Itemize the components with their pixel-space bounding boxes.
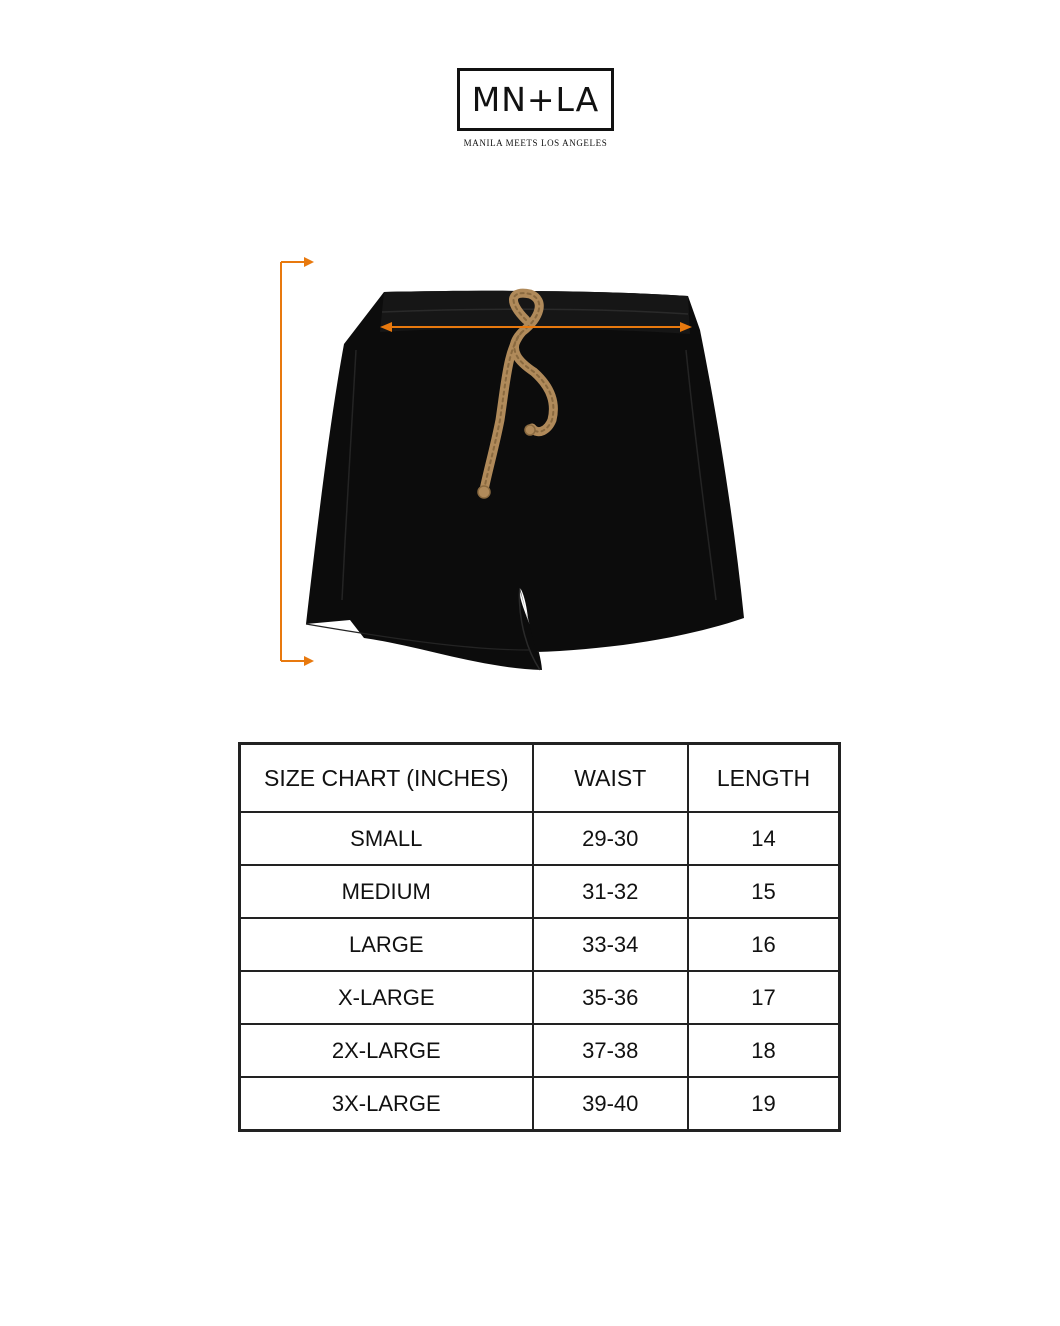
length-cell: 16 xyxy=(688,918,840,971)
shorts-image xyxy=(306,291,744,670)
waist-cell: 31-32 xyxy=(533,865,688,918)
size-chart-table xyxy=(238,742,841,1132)
waist-cell: 35-36 xyxy=(533,971,688,1024)
length-cell: 18 xyxy=(688,1024,840,1077)
shorts-body xyxy=(306,291,744,670)
logo-tagline: MANILA MEETS LOS ANGELES xyxy=(463,138,608,148)
table-row xyxy=(240,971,840,1024)
size-cell: 3X-LARGE xyxy=(240,1077,533,1131)
table-row xyxy=(240,1024,840,1077)
size-cell: X-LARGE xyxy=(240,971,533,1024)
length-cell: 19 xyxy=(688,1077,840,1131)
header-waist: WAIST xyxy=(533,744,688,813)
size-cell: MEDIUM xyxy=(240,865,533,918)
table-row xyxy=(240,812,840,865)
table-row xyxy=(240,918,840,971)
size-cell: LARGE xyxy=(240,918,533,971)
waist-cell: 39-40 xyxy=(533,1077,688,1131)
length-cell: 14 xyxy=(688,812,840,865)
size-cell: SMALL xyxy=(240,812,533,865)
table-row xyxy=(240,1077,840,1131)
header-length: LENGTH xyxy=(688,744,840,813)
size-cell: 2X-LARGE xyxy=(240,1024,533,1077)
header-size-chart: SIZE CHART (INCHES) xyxy=(240,744,533,813)
length-cell: 17 xyxy=(688,971,840,1024)
length-cell: 15 xyxy=(688,865,840,918)
logo-wordmark: MN+LA xyxy=(457,68,614,131)
waist-cell: 33-34 xyxy=(533,918,688,971)
waist-cell: 37-38 xyxy=(533,1024,688,1077)
table-row xyxy=(240,865,840,918)
waist-cell: 29-30 xyxy=(533,812,688,865)
table-header-row xyxy=(240,744,840,813)
